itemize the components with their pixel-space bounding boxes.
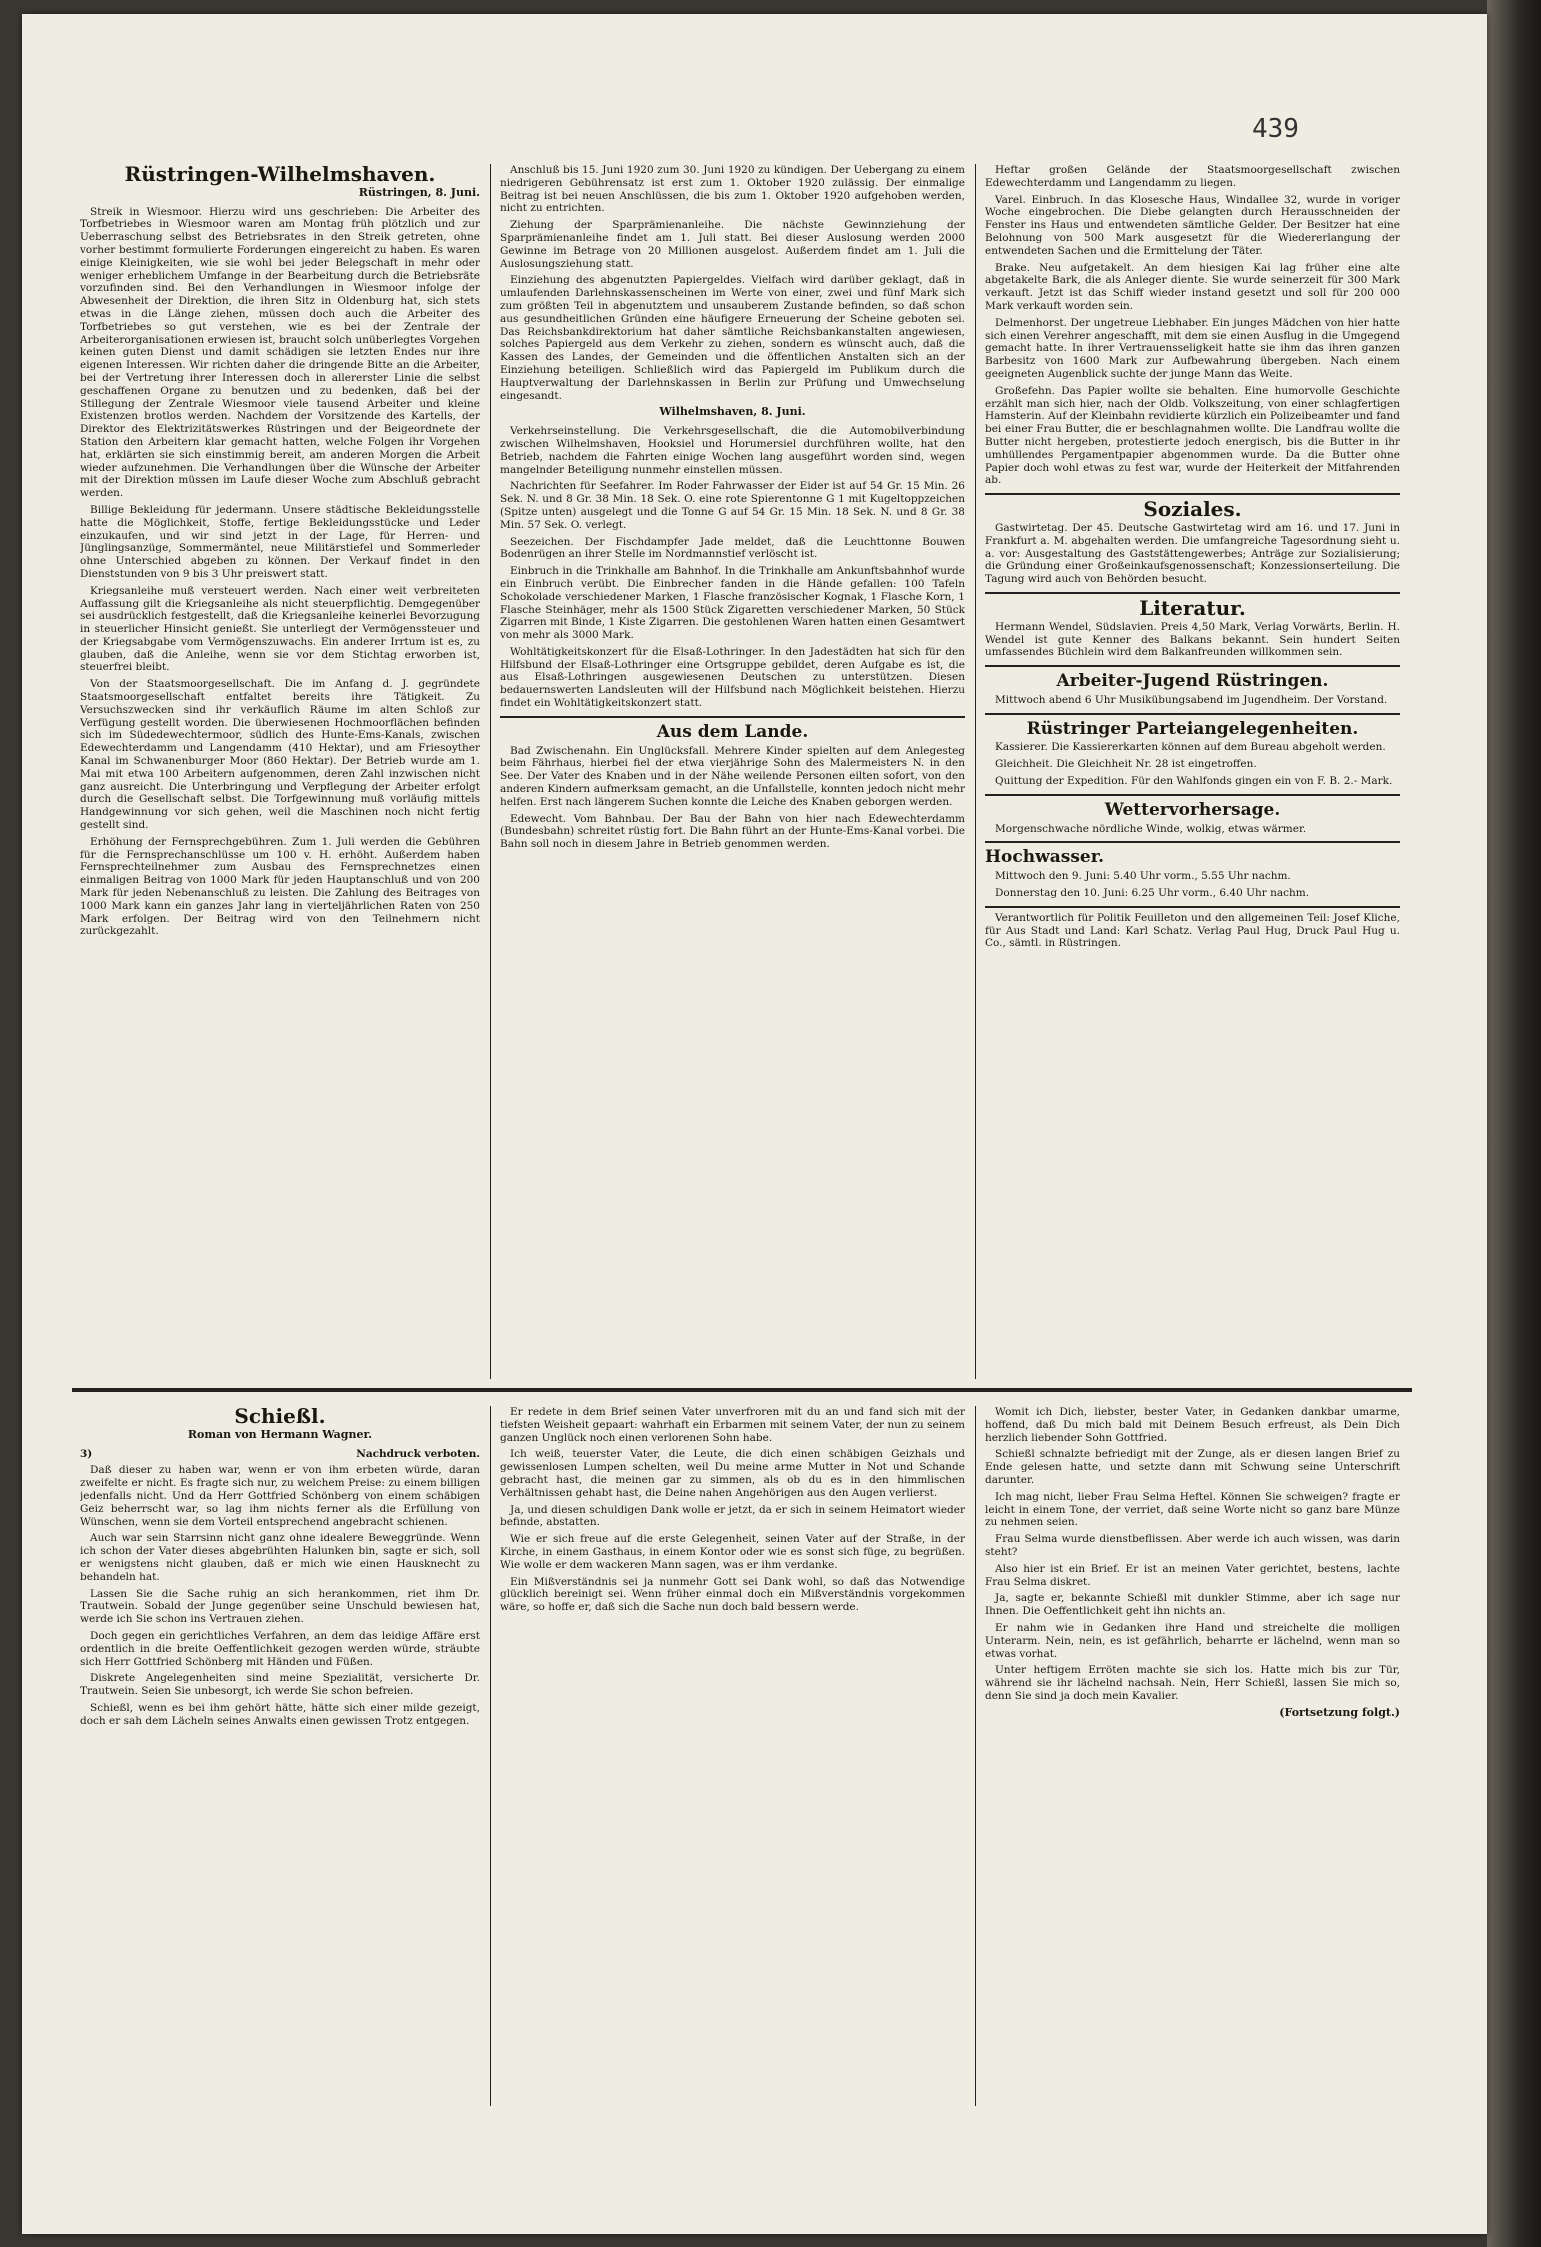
newspaper-page (22, 14, 1487, 2234)
notice: Kassierer. Die Kassiererkarten können auf dem Bureau abgeholt werden. (995, 741, 1386, 754)
impressum: Verantwortlich für Politik Feuilleton und den allgemeinen Teil: Josef Kliche, für Aus Stadt und Land: Karl Schatz. Verlag Paul Hug, Druck Paul Hug u. Co., sämtl. in Rüstringen. (985, 911, 1400, 950)
novel-text: Ich weiß, teuerster Vater, die Leute, die dich einen schäbigen Geizhals und gewissenlosen Lumpen schelten, weil Du meine arme Mutter in Not und Schande gebracht hast, die meinen gar zu simmen, als ob du es in den himmlischen Verhältnissen gehabt hast, die Deine nahen Angehörigen aus den Augen verlierst. (500, 1448, 965, 1499)
continuation-note: (Fortsetzung folgt.) (1279, 1705, 1400, 1719)
novel-text: Schießl, wenn es bei ihm gehört hätte, hätte sich einer milde gezeigt, doch er sah dem Lächeln seines Anwalts einen gewissen Trotz entgegen. (80, 1701, 480, 1727)
novel-text: Auch war sein Starrsinn nicht ganz ohne idealere Beweggründe. Wenn ich schon der Vater dieses abgebrühten Halunken bin, sagte er sich, soll er wenigstens nicht glauben, daß er mich wie einen Hausknecht zu behandeln hat. (80, 1532, 480, 1583)
binding-edge (1487, 0, 1541, 2247)
novel-text: Schießl schnalzte befriedigt mit der Zunge, als er diesen langen Brief zu Ende gelesen hatte, und setzte dann mit Schwung seine Unterschrift darunter. (985, 1448, 1400, 1486)
section-heading-partei: Rüstringer Parteiangelegenheiten. (1026, 718, 1359, 739)
article: Verkehrseinstellung. Die Verkehrsgesellschaft, die die Automobilverbindung zwischen Wilhelmshaven, Hooksiel und Horumersiel durchführen wollte, hat den Betrieb, nachdem die Fahrten einige Wochen lang ausgeführt worden sind, wegen mangelnder Beteiligung nunmehr einstellen müssen. (500, 425, 965, 476)
article: Heftar großen Gelände der Staatsmoorgesellschaft zwischen Edewechterdamm und Langendamm zu liegen. (985, 164, 1400, 189)
section-heading-wetter: Wettervorhersage. (1104, 799, 1281, 820)
article: Nachrichten für Seefahrer. Im Roder Fahrwasser der Eider ist auf 54 Gr. 15 Min. 26 Sek. N. und 8 Gr. 38 Min. 18 Sek. O. eine rote Spierentonne G 1 mit Kugeltoppzeichen (Spitze unten) ausgelegt und die Tonne G auf 54 Gr. 15 Min. 18 Sek. N. und 8 Gr. 38 Min. 57 Sek. O. verlegt. (500, 480, 965, 531)
novel-text: Frau Selma wurde dienstbeflissen. Aber werde ich auch wissen, was darin steht? (985, 1533, 1400, 1558)
article: Bad Zwischenahn. Ein Unglücksfall. Mehrere Kinder spielten auf dem Anlegesteg beim Fährhaus, hierbei fiel der etwa vierjährige Sohn des Malermeisters N. in den See. Der Vater des Knaben und in der Nähe weilende Personen eilten sofort, von den anderen Kindern aufmerksam gemacht, an die Unfallstelle, konnten jedoch nicht mehr helfen. Erst nach längerem Suchen konnte die Leiche des Knaben geborgen werden. (500, 744, 965, 808)
article: Ziehung der Sparprämienanleihe. Die nächste Gewinnziehung der Sparprämienanleihe findet am 1. Juli statt. Bei dieser Auslosung werden 2000 Gewinne im Betrage von 20 Millionen ausgelost. Außerdem findet am 1. Juli die Auslosungsziehung statt. (500, 219, 965, 270)
novel-text: Er redete in dem Brief seinen Vater unverfroren mit du an und fand sich mit der tiefsten Weisheit gepaart: wahrhaft ein Erbarmen mit seinem Vater, der nun zu seinem ganzen Unglück noch einen verlorenen Sohn habe. (500, 1406, 965, 1444)
article: Seezeichen. Der Fischdampfer Jade meldet, daß die Leuchttonne Bouwen Bodenrügen an ihrer Stelle im Nordmannstief verlöscht ist. (500, 535, 965, 561)
novel-text: Daß dieser zu haben war, wenn er von ihm erbeten würde, daran zweifelte er nicht. Es fragte sich nur, zu welchem Preise: zu einem billigen jedenfalls nicht. Und da Herr Gottfried Schönberg von einem schäbigen Geiz beherrscht war, so lag ihm nichts ferner als die Erfüllung von Wünschen, wenn sie dem Vorteil entsprechend angebracht schienen. (80, 1464, 480, 1528)
installment-number: 3) (80, 1447, 93, 1460)
column-divider (490, 164, 491, 1379)
page-number: 439 (1252, 114, 1299, 144)
copyright-note: Nachdruck verboten. (356, 1447, 480, 1460)
novel-text: Womit ich Dich, liebster, bester Vater, in Gedanken dankbar umarme, hoffend, daß Du mich bald mit Deinem Besuch erfreust, als Dein Dich herzlich liebender Sohn Gottfried. (985, 1406, 1400, 1444)
feuilleton-col-2 (500, 1406, 965, 2106)
novel-text: Also hier ist ein Brief. Er ist an meinen Vater gerichtet, bestens, lachte Frau Selma diskret. (985, 1562, 1400, 1588)
section-heading-soziales: Soziales. (1143, 497, 1242, 522)
novel-text: Unter heftigem Erröten machte sie sich los. Hatte mich bis zur Tür, während sie ihr lächelnd nachsah. Nein, Herr Schießl, lassen Sie mich so, denn Sie sind ja doch mein Kavalier. (985, 1664, 1400, 1702)
column-right (985, 164, 1400, 1379)
article: Delmenhorst. Der ungetreue Liebhaber. Ein junges Mädchen von hier hatte sich einen Verehrer angeschafft, mit dem sie einen Ausflug in die Umgegend gemacht hatte. In ihrer Vertrauensseligkeit hatte sie ihm das ihren ganzen Barbesitz von 1600 Mark zur Aufbewahrung übergeben. Nach einem geeigneten Augenblick suchte der junge Mann das Weite. (985, 316, 1400, 380)
column-divider (490, 1406, 491, 2106)
notice: Mittwoch abend 6 Uhr Musikübungsabend im Jugendheim. Der Vorstand. (995, 693, 1388, 706)
article: Streik in Wiesmoor. Hierzu wird uns geschrieben: Die Arbeiter des Torfbetriebes in Wiesmoor waren am Montag früh plötzlich und zur Ueberraschung selbst des Betriebsrates in den Streik getreten, ohne vorher bestimmt formulierte Forderungen eingereicht zu haben. Es waren einige Kleinigkeiten, wie sie wohl bei jeder Belegschaft in mehr oder weniger erheblichem Umfange in der Bearbeitung durch die Betriebsräte vorzufinden sind. Bei den Verhandlungen in Wiesmoor infolge der Abwesenheit der Direktion, die ihren Sitz in Oldenburg hat, sich stets etwas in die Länge ziehen, müssen doch auch die Arbeiter des Torfbetriebes so gut verstehen, wie es bei der Zentrale der Arbeiterorganisationen erwiesen ist, braucht solch unüberlegtes Vorgehen keinen guten Dienst und damit schädigen sie letzten Endes nur ihre eigenen Interessen. Wir richten daher die dringende Bitte an die Arbeiter, bei der Vertretung ihrer Interessen doch in allererster Linie die selbst geschaffenen Organe zu benutzen und zu bedenken, daß bei der Stillegung der Zentrale Wiesmoor viele tausend Arbeiter und kleine Existenzen brotlos werden. Nachdem der Vorsitzende des Kartells, der Direktor des Elektrizitätswerkes Rüstringen und der Beigeordnete der Station den Arbeitern klar gemacht hatten, welche Folgen ihr Vorgehen hat, erklärten sie sich einstimmig bereit, am anderen Morgen die Arbeit wieder aufzunehmen. Die Verhandlungen über die Wünsche der Arbeiter mit der Direktion müssen im Laufe dieser Woche zum Abschluß gebracht werden. (80, 205, 480, 500)
article: Einziehung des abgenutzten Papiergeldes. Vielfach wird darüber geklagt, daß in umlaufenden Darlehnskassenscheinen im Werte von einer, zwei und fünf Mark sich zum größten Teil in abgenutztem und unsauberem Zustande befinden, so daß schon aus gesundheitlichen Gründen eine häufigere Erneuerung der Scheine geboten sei. Das Reichsbankdirektorium hat daher sämtliche Reichsbankanstalten angewiesen, solches Papiergeld aus dem Verkehr zu ziehen, sondern es wünscht auch, daß die Kassen des Landes, der Gemeinden und die öffentlichen Anstalten sich an der Einziehung beteiligen. Schließlich wird das Papiergeld im Publikum durch die Hauptverwaltung der Darlehnskassen in Berlin zur Prüfung und Umwechselung eingesandt. (500, 274, 965, 402)
notice: Quittung der Expedition. Für den Wahlfonds gingen ein von F. B. 2.- Mark. (995, 775, 1393, 788)
novel-text: Ja, und diesen schuldigen Dank wolle er jetzt, da er sich in seinem Heimatort wieder befinde, abstatten. (500, 1503, 965, 1529)
column-divider (975, 164, 976, 1379)
section-heading-lande: Aus dem Lande. (656, 721, 809, 742)
article: Billige Bekleidung für jedermann. Unsere städtische Bekleidungsstelle hatte die Möglichkeit, Stoffe, fertige Bekleidungsstücke und Leder einzukaufen, und wir sind jetzt in der Lage, für Herren- und Jünglingsanzüge, Sommermäntel, neue Militärstiefel und Sommerleder ohne Unterschied abgeben zu können. Der Verkauf findet in den Dienststunden von 9 bis 3 Uhr preiswert statt. (80, 503, 480, 580)
novel-text: Diskrete Angelegenheiten sind meine Spezialität, versicherte Dr. Trautwein. Seien Sie unbesorgt, ich werde Sie schon befreien. (80, 1672, 480, 1698)
notice: Mittwoch den 9. Juni: 5.40 Uhr vorm., 5.55 Uhr nachm. (995, 870, 1291, 883)
novel-text: Doch gegen ein gerichtliches Verfahren, an dem das leidige Affäre erst ordentlich in die breite Oeffentlichkeit gezogen werden würde, sträubte sich Herr Gottfried Schönberg mit Händen und Füßen. (80, 1629, 480, 1668)
article: Großefehn. Das Papier wollte sie behalten. Eine humorvolle Geschichte erzählt man sich hier, nach der Oldb. Volkszeitung, von einer schlagfertigen Hamsterin. Auf der Kleinbahn revidierte kürzlich ein Polizeibeamter und fand bei einer Frau Butter, die er beschlagnahmen wollte. Die Landfrau wollte die Butter nicht hergeben, protestierte jedoch energisch, bis die Butter in ihr umhüllendes Pergamentpapier abgenommen wurde. Da die Butter ohne Papier doch wohl etwas zu fest war, wurde der Heiterkeit der Mitfahrenden ab. (985, 384, 1400, 487)
section-heading-local: Rüstringen-Wilhelmshaven. (124, 164, 436, 186)
notice: Donnerstag den 10. Juni: 6.25 Uhr vorm., 6.40 Uhr nachm. (995, 887, 1310, 900)
feuilleton-rule (72, 1388, 1412, 1392)
novel-text: Wie er sich freue auf die erste Gelegenheit, seinen Vater auf der Straße, in der Kirche, in einem Gasthaus, in einem Kontor oder wie es sonst sich füge, zu begrüßen. Wie wolle er dem wackeren Mann sagen, was er ihm verdanke. (500, 1533, 965, 1571)
novel-text: Ja, sagte er, bekannte Schießl mit dunkler Stimme, aber ich sage nur Ihnen. Die Oeffentlichkeit geht ihn nichts an. (985, 1592, 1400, 1618)
article: Einbruch in die Trinkhalle am Bahnhof. In die Trinkhalle am Ankunftsbahnhof wurde ein Einbruch verübt. Die Einbrecher fanden in die Hände gefallen: 100 Tafeln Schokolade verschiedener Marken, 1 Flasche französischer Kognak, 1 Flasche Korn, 1 Flasche Steinhäger, mehr als 1500 Stück Zigaretten verschiedener Marken, 50 Stück Zigarren mit Binde, 1 Kiste Zigarren. Die gestohlenen Waren hatten einen Gesamtwert von mehr als 3000 Mark. (500, 565, 965, 642)
feuilleton-col-1 (80, 1406, 480, 2106)
section-heading-jugend: Arbeiter-Jugend Rüstringen. (1056, 671, 1329, 692)
section-heading-literatur: Literatur. (1139, 595, 1246, 620)
article: Wohltätigkeitskonzert für die Elsaß-Lothringer. In den Jadestädten hat sich für den Hilfsbund der Elsaß-Lothringer eine Ortsgruppe gebildet, deren Aufgabe es ist, die aus Elsaß-Lothringen ausgewiesenen Deutschen zu unterstützen. Diesen bedauernswerten Landsleuten will der Hilfsbund nach Möglichkeit beistehen. Hierzu findet ein Wohltätigkeitskonzert statt. (500, 645, 965, 710)
section-heading-hochwasser: Hochwasser. (985, 847, 1105, 868)
column-middle (500, 164, 965, 1379)
column-left (80, 164, 480, 1379)
article: Varel. Einbruch. In das Klosesche Haus, Windallee 32, wurde in voriger Woche eingebrochen. Die Diebe gelangten durch Herausschneiden der Fenster ins Haus und entwendeten sämtliche Gelder. Der Besitzer hat eine Belohnung von 500 Mark ausgesetzt für die Wiedererlangung der entwendeten Sachen und die Ermittelung der Täter. (985, 193, 1400, 257)
feuilleton-col-3 (985, 1406, 1400, 2106)
column-divider (975, 1406, 976, 2106)
article: Brake. Neu aufgetakelt. An dem hiesigen Kai lag früher eine alte abgetakelte Bark, die als Anleger diente. Sie wurde seinerzeit für 300 Mark verkauft. Jetzt ist das Schiff wieder instand gesetzt und soll für 200 000 Mark verkauft worden sein. (985, 261, 1400, 312)
dateline: Rüstringen, 8. Juni. (358, 185, 480, 199)
notice: Gleichheit. Die Gleichheit Nr. 28 ist eingetroffen. (995, 758, 1257, 771)
novel-text: Ein Mißverständnis sei ja nunmehr Gott sei Dank wohl, so daß das Notwendige glücklich bereinigt sei. Wenn früher einmal doch ein Mißverständnis vorgekommen wäre, so hoffe er, daß sich die Sache nun doch bald bessern werde. (500, 1575, 965, 1614)
article: Gastwirtetag. Der 45. Deutsche Gastwirtetag wird am 16. und 17. Juni in Frankfurt a. M. abgehalten werden. Die umfangreiche Tagesordnung sieht u. a. vor: Ausgestaltung des Gaststättengewerbes; Anträge zur Sozialisierung; die Gründung einer Großeinkaufsgenossenschaft; Konzessionserteilung. Die Tagung wird auch von Behörden besucht. (985, 521, 1400, 586)
article: Edewecht. Vom Bahnbau. Der Bau der Bahn von hier nach Edewechterdamm (Bundesbahn) schreitet rüstig fort. Die Bahn führt an der Hunte-Ems-Kanal vorbei. Die Bahn soll noch in diesem Jahre in Betrieb genommen werden. (500, 812, 965, 851)
article: Hermann Wendel, Südslavien. Preis 4,50 Mark, Verlag Vorwärts, Berlin. H. Wendel ist gute Kenner des Balkans bekannt. Sein hundert Seiten umfassendes Büchlein wird dem Balkanfreunden willkommen sein. (985, 620, 1400, 659)
novel-text: Er nahm wie in Gedanken ihre Hand und streichelte die molligen Unterarm. Nein, nein, es ist gefährlich, beharrte er lächelnd, wenn man so etwas vorhat. (985, 1621, 1400, 1660)
article: Erhöhung der Fernsprechgebühren. Zum 1. Juli werden die Gebühren für die Fernsprechanschlüsse um 100 v. H. erhöht. Außerdem haben Fernsprechteilnehmer zum Ausbau des Fernsprechnetzes einen einmaligen Beitrag von 1000 Mark für jeden Hauptanschluß und von 200 Mark für jeden Nebenanschluß zu leisten. Die Zahlung des Beitrages von 1000 Mark kann ein ganzes Jahr lang in vierteljährlichen Raten von 250 Mark erfolgen. Der Beitrag wird von den Teilnehmern nicht zurückgezahlt. (80, 835, 480, 938)
novel-author: Roman von Hermann Wagner. (187, 1427, 373, 1441)
article: Von der Staatsmoorgesellschaft. Die im Anfang d. J. gegründete Staatsmoorgesellschaft entfaltet bereits ihre Tätigkeit. Zu Versuchszwecken sind ihr verkäuflich Räume im alten Schloß zur Verfügung gestellt worden. Die überwiesenen Hochmoorflächen befinden sich im Südedewechtermoor, südlich des Hunte-Ems-Kanals, zwischen Edewechterdamm und Langendamm (410 Hektar), und am Friesoyther Kanal im Schwanenburger Moor (860 Hektar). Der Betrieb wurde am 1. Mai mit etwa 100 Arbeitern aufgenommen, deren Zahl inzwischen nicht ganz ausreicht. Die Unterbringung und Verpflegung der Arbeiter erfolgt durch die Gesellschaft selbst. Die Torfgewinnung muß vorläufig mittels Handgewinnung vor sich gehen, weil die Maschinen noch nicht fertig gestellt sind. (80, 678, 480, 832)
notice: Morgenschwache nördliche Winde, wolkig, etwas wärmer. (995, 822, 1307, 835)
novel-text: Lassen Sie die Sache ruhig an sich herankommen, riet ihm Dr. Trautwein. Sobald der Junge gegenüber seine Unschuld bewiesen hat, werde ich Sie schon ins Vertrauen ziehen. (80, 1587, 480, 1626)
novel-text: Ich mag nicht, lieber Frau Selma Heftel. Können Sie schweigen? fragte er leicht in einem Tone, der verriet, daß seine Worte nicht so ganz bare Münze zu nehmen seien. (985, 1490, 1400, 1529)
novel-title: Schießl. (234, 1406, 326, 1428)
article: Kriegsanleihe muß versteuert werden. Nach einer weit verbreiteten Auffassung gilt die Kriegsanleihe als nicht steuerpflichtig. Demgegenüber sei ausdrücklich festgestellt, daß die Kriegsanleihe keinerlei Bevorzugung in steuerlicher Hinsicht genießt. Sie unterliegt der Vermögenssteuer und der Kriegsabgabe vom Vermögenszuwachs. Ein anderer Irrtum ist es, zu glauben, daß die Anleihe, wenn sie vor dem Stichtag erworben ist, steuerfrei bleibt. (80, 584, 480, 674)
dateline: Wilhelmshaven, 8. Juni. (659, 405, 806, 419)
article: Anschluß bis 15. Juni 1920 zum 30. Juni 1920 zu kündigen. Der Uebergang zu einem niedrigeren Gebührensatz ist erst zum 1. Oktober 1920 zulässig. Der einmalige Beitrag ist bei neuen Anschlüssen, die bis zum 1. Oktober 1920 aufgehoben werden, nicht zu entrichten. (500, 164, 965, 215)
